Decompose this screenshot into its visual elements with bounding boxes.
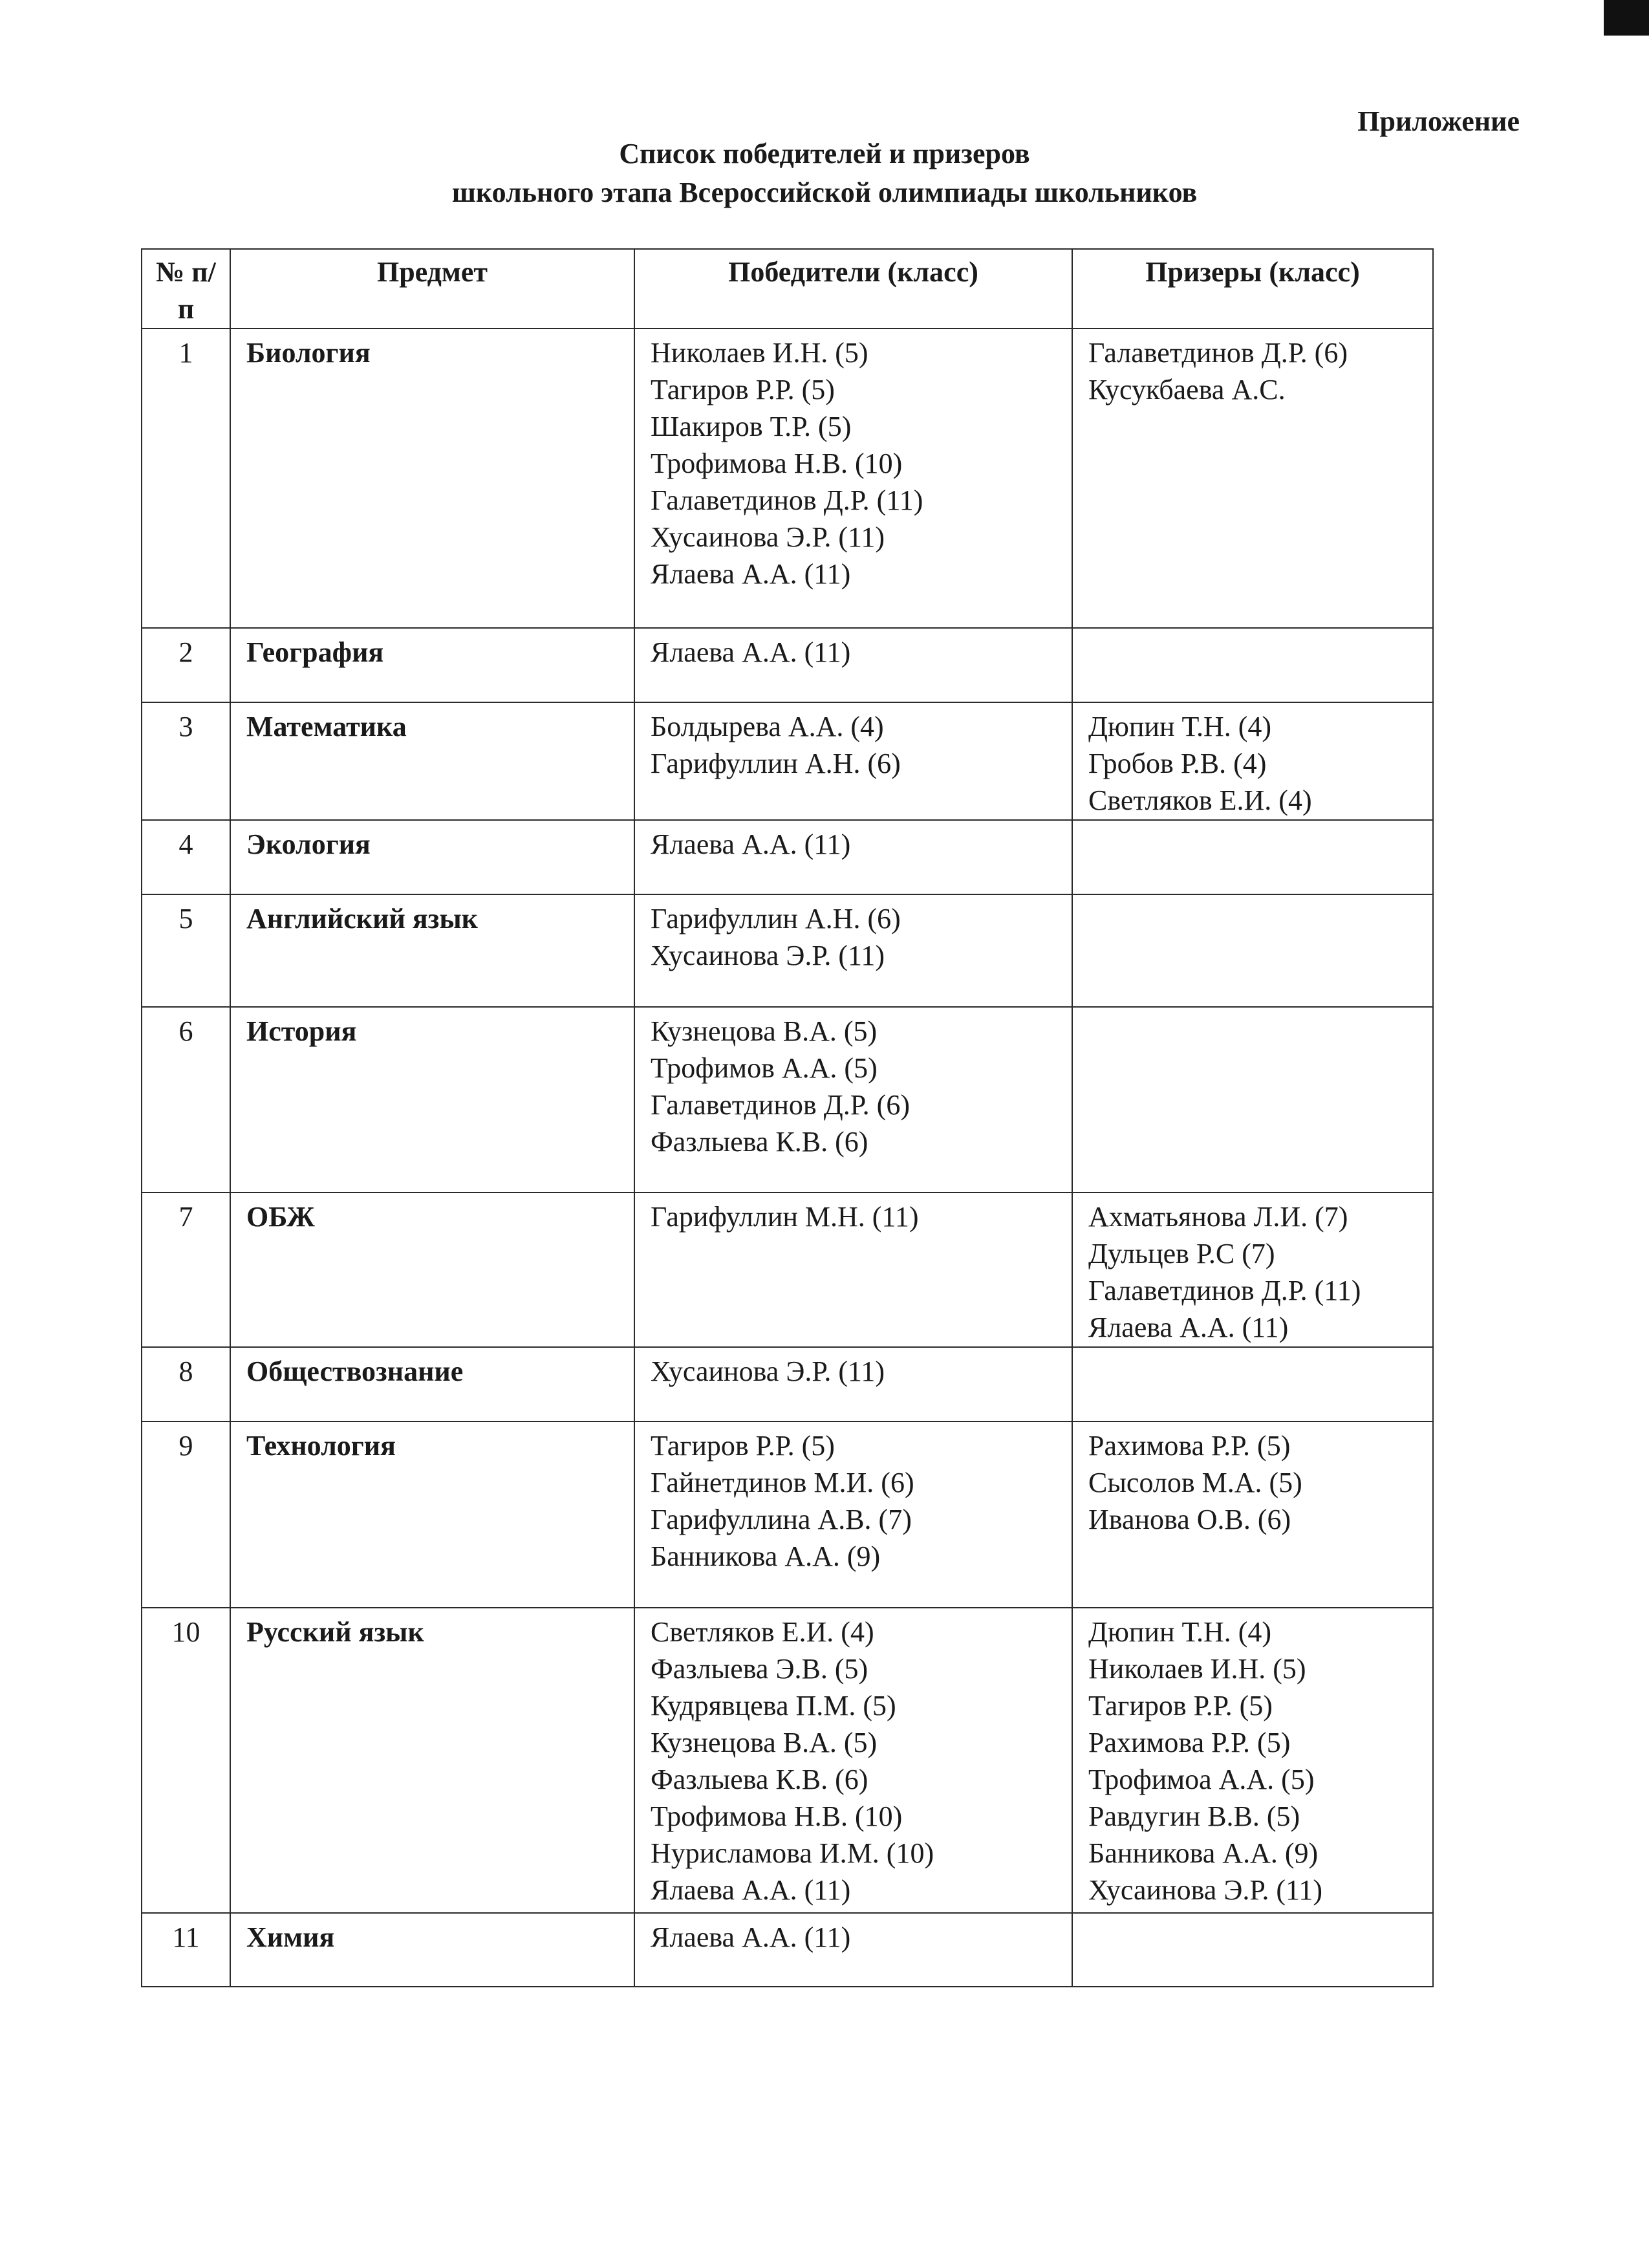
row-number: 8 xyxy=(142,1347,230,1421)
row-number: 9 xyxy=(142,1421,230,1608)
prizewinners-cell xyxy=(1072,1007,1433,1193)
prizewinner-entry: Рахимова Р.Р. (5) xyxy=(1088,1727,1291,1758)
winner-entry: Ялаева А.А. (11) xyxy=(651,1874,851,1906)
winners-cell xyxy=(634,894,1072,1007)
subject-cell: Биология xyxy=(230,329,634,628)
winner-entry: Кудрявцева П.М. (5) xyxy=(651,1690,896,1722)
subject-cell: История xyxy=(230,1007,634,1193)
winner-entry: Трофимов А.А. (5) xyxy=(651,1052,878,1084)
winners-cell xyxy=(634,628,1072,702)
winner-entry: Светляков Е.И. (4) xyxy=(651,1616,874,1648)
scan-edge-mark xyxy=(1604,0,1649,36)
winner-entry: Кузнецова В.А. (5) xyxy=(651,1727,878,1758)
subject-cell: Математика xyxy=(230,702,634,820)
winner-entry: Николаев И.Н. (5) xyxy=(651,337,868,369)
winners-cell xyxy=(634,1608,1072,1913)
prizewinner-entry: Сысолов М.А. (5) xyxy=(1088,1467,1302,1498)
appendix-label: Приложение xyxy=(1357,105,1520,137)
results-table xyxy=(141,248,1434,1987)
winner-entry: Гарифуллин А.Н. (6) xyxy=(651,903,901,934)
winner-entry: Хусаинова Э.Р. (11) xyxy=(651,521,885,553)
winner-entry: Хусаинова Э.Р. (11) xyxy=(651,1355,885,1387)
prizewinners-cell xyxy=(1072,329,1433,628)
row-number: 3 xyxy=(142,702,230,820)
table-row xyxy=(142,702,1433,820)
subject-cell: Английский язык xyxy=(230,894,634,1007)
winner-entry: Ялаева А.А. (11) xyxy=(651,828,851,860)
winners-cell xyxy=(634,702,1072,820)
winner-entry: Банникова А.А. (9) xyxy=(651,1540,881,1572)
winner-entry: Трофимова Н.В. (10) xyxy=(651,1800,903,1832)
subject-cell: География xyxy=(230,628,634,702)
prizewinner-entry: Банникова А.А. (9) xyxy=(1088,1837,1319,1869)
winner-entry: Болдырева А.А. (4) xyxy=(651,711,884,742)
winner-entry: Ялаева А.А. (11) xyxy=(651,636,851,668)
winner-entry: Фазлыева К.В. (6) xyxy=(651,1764,868,1795)
prizewinner-entry: Николаев И.Н. (5) xyxy=(1088,1653,1306,1685)
prizewinner-entry: Рахимова Р.Р. (5) xyxy=(1088,1430,1291,1462)
row-number: 5 xyxy=(142,894,230,1007)
winners-cell xyxy=(634,1193,1072,1347)
subject-cell: ОБЖ xyxy=(230,1193,634,1347)
table-row xyxy=(142,1347,1433,1421)
winner-entry: Кузнецова В.А. (5) xyxy=(651,1015,878,1047)
prizewinners-cell xyxy=(1072,894,1433,1007)
results-table-body xyxy=(142,329,1433,1987)
prizewinners-cell xyxy=(1072,702,1433,820)
col-header-subject: Предмет xyxy=(230,249,634,329)
winner-entry: Тагиров Р.Р. (5) xyxy=(651,1430,835,1462)
table-row xyxy=(142,1007,1433,1193)
table-row xyxy=(142,894,1433,1007)
prizewinner-entry: Светляков Е.И. (4) xyxy=(1088,784,1312,816)
subject-cell: Экология xyxy=(230,820,634,894)
document-title-line-1: Список победителей и призеров xyxy=(619,138,1030,169)
winner-entry: Хусаинова Э.Р. (11) xyxy=(651,940,885,971)
winners-cell xyxy=(634,1913,1072,1987)
winner-entry: Гайнетдинов М.И. (6) xyxy=(651,1467,914,1498)
winner-entry: Гарифуллина А.В. (7) xyxy=(651,1504,912,1535)
table-row xyxy=(142,1608,1433,1913)
winners-cell xyxy=(634,1007,1072,1193)
prizewinner-entry: Гробов Р.В. (4) xyxy=(1088,748,1267,779)
winners-cell xyxy=(634,1421,1072,1608)
winners-cell xyxy=(634,820,1072,894)
winner-entry: Трофимова Н.В. (10) xyxy=(651,448,903,479)
prizewinners-cell xyxy=(1072,1347,1433,1421)
prizewinner-entry: Дульцев Р.С (7) xyxy=(1088,1238,1275,1269)
prizewinner-entry: Дюпин Т.Н. (4) xyxy=(1088,1616,1272,1648)
document-title-line-2: школьного этапа Всероссийской олимпиады школьников xyxy=(451,177,1198,208)
subject-cell: Химия xyxy=(230,1913,634,1987)
prizewinner-entry: Галаветдинов Д.Р. (11) xyxy=(1088,1275,1361,1306)
prizewinner-entry: Галаветдинов Д.Р. (6) xyxy=(1088,337,1348,369)
table-row xyxy=(142,329,1433,628)
winner-entry: Гарифуллин М.Н. (11) xyxy=(651,1201,919,1233)
winners-cell xyxy=(634,329,1072,628)
winner-entry: Гарифуллин А.Н. (6) xyxy=(651,748,901,779)
prizewinners-cell xyxy=(1072,1193,1433,1347)
table-row xyxy=(142,1193,1433,1347)
prizewinners-cell xyxy=(1072,1913,1433,1987)
col-header-winners: Победители (класс) xyxy=(634,249,1072,329)
prizewinner-entry: Ялаева А.А. (11) xyxy=(1088,1312,1289,1343)
prizewinner-entry: Ахматьянова Л.И. (7) xyxy=(1088,1201,1348,1233)
prizewinners-cell xyxy=(1072,1421,1433,1608)
row-number: 6 xyxy=(142,1007,230,1193)
winner-entry: Тагиров Р.Р. (5) xyxy=(651,374,835,405)
subject-cell: Технология xyxy=(230,1421,634,1608)
prizewinner-entry: Равдугин В.В. (5) xyxy=(1088,1800,1300,1832)
table-row xyxy=(142,820,1433,894)
row-number: 1 xyxy=(142,329,230,628)
winner-entry: Ялаева А.А. (11) xyxy=(651,1921,851,1953)
winner-entry: Фазлыева Э.В. (5) xyxy=(651,1653,868,1685)
winner-entry: Нурисламова И.М. (10) xyxy=(651,1837,934,1869)
prizewinner-entry: Трофимоа А.А. (5) xyxy=(1088,1764,1315,1795)
col-header-prizewinners: Призеры (класс) xyxy=(1072,249,1433,329)
results-table-header xyxy=(142,249,1433,329)
subject-cell: Обществознание xyxy=(230,1347,634,1421)
winners-cell xyxy=(634,1347,1072,1421)
prizewinners-cell xyxy=(1072,820,1433,894)
subject-cell: Русский язык xyxy=(230,1608,634,1913)
row-number: 7 xyxy=(142,1193,230,1347)
row-number: 11 xyxy=(142,1913,230,1987)
winner-entry: Галаветдинов Д.Р. (11) xyxy=(651,484,923,516)
prizewinner-entry: Иванова О.В. (6) xyxy=(1088,1504,1291,1535)
table-row xyxy=(142,628,1433,702)
row-number: 4 xyxy=(142,820,230,894)
prizewinners-cell xyxy=(1072,1608,1433,1913)
table-row xyxy=(142,1913,1433,1987)
winner-entry: Шакиров Т.Р. (5) xyxy=(651,411,852,442)
row-number: 2 xyxy=(142,628,230,702)
prizewinners-cell xyxy=(1072,628,1433,702)
prizewinner-entry: Хусаинова Э.Р. (11) xyxy=(1088,1874,1323,1906)
winner-entry: Галаветдинов Д.Р. (6) xyxy=(651,1089,910,1121)
prizewinner-entry: Дюпин Т.Н. (4) xyxy=(1088,711,1272,742)
row-number: 10 xyxy=(142,1608,230,1913)
prizewinner-entry: Тагиров Р.Р. (5) xyxy=(1088,1690,1273,1722)
table-row xyxy=(142,1421,1433,1608)
col-header-number: № п/п xyxy=(142,249,230,329)
prizewinner-entry: Кусукбаева А.С. xyxy=(1088,374,1286,405)
winner-entry: Ялаева А.А. (11) xyxy=(651,558,851,590)
winner-entry: Фазлыева К.В. (6) xyxy=(651,1126,868,1158)
